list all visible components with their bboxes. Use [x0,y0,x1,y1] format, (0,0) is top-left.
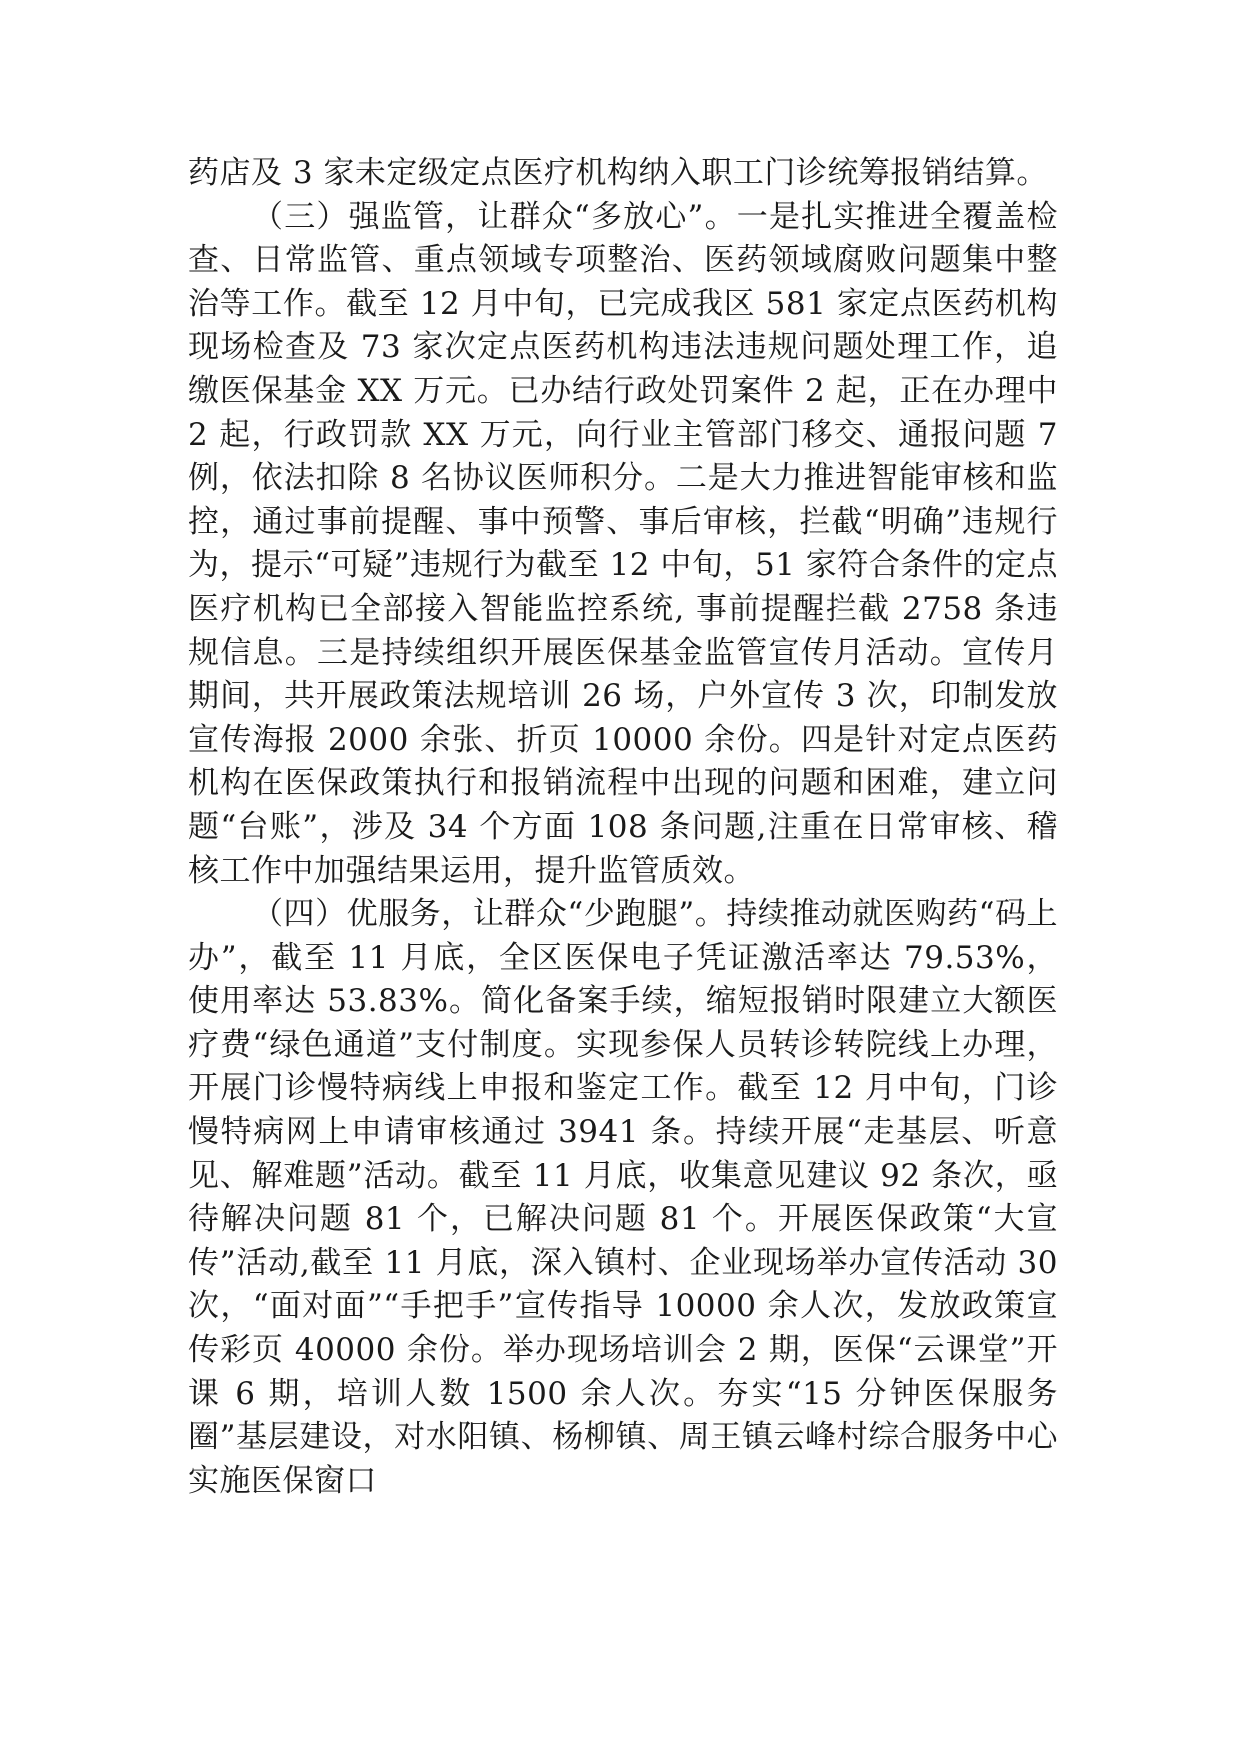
paragraph-section-four [188,893,1058,1503]
paragraph-section-three [188,196,1058,894]
section-heading: （三）强监管，让群众“多放心”。 [252,198,737,235]
paragraph-text: 一是扎实推进全覆盖检查、日常监管、重点领域专项整治、医药领域腐败问题集中整治等工作。截至 12 月中旬，已完成我区 581 家定点医药机构现场检查及 73 家次定点医药机构违法违规问题处理工作，追缴医保基金 XX 万元。已办结行政处罚案件 2 起，正在办理中 2 起，行政罚款 XX 万元，向行业主管部门移交、通报问题 7 例，依法扣除 8 名协议医师积分。二是大力推进智能审核和监控，通过事前提醒、事中预警、事后审核，拦截“明确”违规行为，提示“可疑”违规行为截至 12 中旬，51 家符合条件的定点医疗机构已全部接入智能监控系统, 事前提醒拦截 2758 条违规信息。三是持续组织开展医保基金监管宣传月活动。宣传月期间，共开展政策法规培训 26 场，户外宣传 3 次，印制发放宣传海报 2000 余张、折页 10000 余份。四是针对定点医药机构在医保政策执行和报销流程中出现的问题和困难，建立问题“台账”，涉及 34 个方面 108 条问题,注重在日常审核、稽核工作中加强结果运用，提升监管质效。 [188,198,1058,889]
paragraph-continuation [188,152,1058,196]
paragraph-text: 持续推动就医购药“码上办”，截至 11 月底，全区医保电子凭证激活率达 79.53%，使用率达 53.83%。简化备案手续，缩短报销时限建立大额医疗费“绿色通道”支付制度。实现参保人员转诊转院线上办理，开展门诊慢特病线上申报和鉴定工作。截至 12 月中旬，门诊慢特病网上申请审核通过 3941 条。持续开展“走基层、听意见、解难题”活动。截至 11 月底，收集意见建议 92 条次，亟待解决问题 81 个，已解决问题 81 个。开展医保政策“大宣传”活动,截至 11 月底，深入镇村、企业现场举办宣传活动 30 次，“面对面”“手把手”宣传指导 10000 余人次，发放政策宣传彩页 40000 余份。举办现场培训会 2 期，医保“云课堂”开课 6 期，培训人数 1500 余人次。夯实“15 分钟医保服务圈”基层建设，对水阳镇、杨柳镇、周王镇云峰村综合服务中心实施医保窗口 [188,896,1058,1499]
section-heading: （四）优服务，让群众“少跑腿”。 [252,896,727,933]
document-body [188,152,1058,1503]
paragraph-text: 药店及 3 家未定级定点医疗机构纳入职工门诊统筹报销结算。 [188,155,1048,191]
